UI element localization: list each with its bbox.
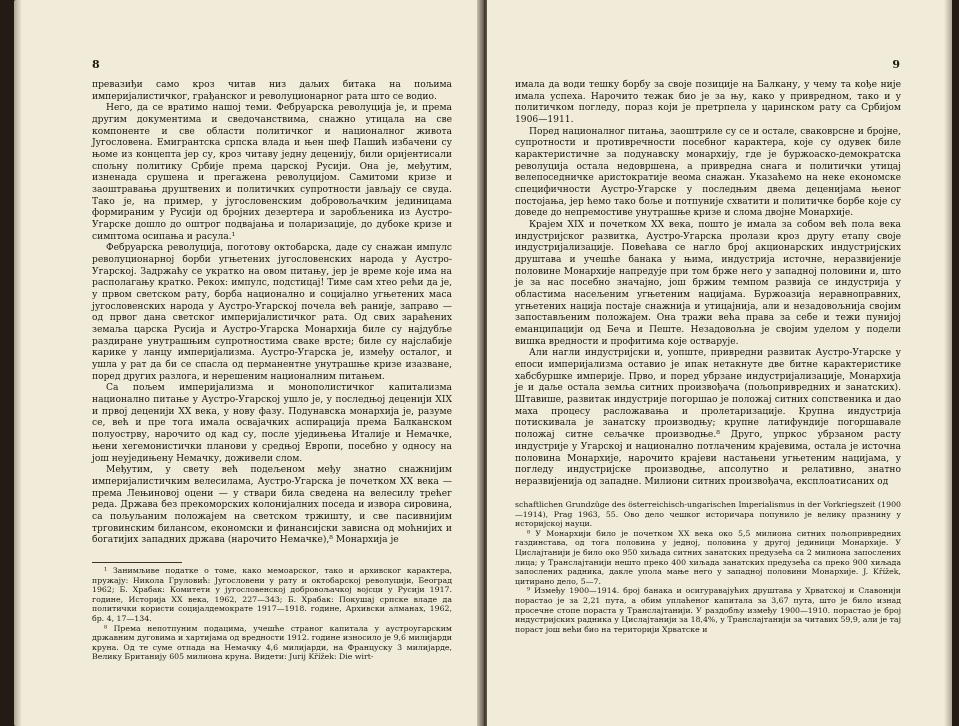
page-edge-shadow: [944, 0, 952, 726]
paragraph: Међутим, у свету већ подељеном међу знатно снажнијим империјалистичким велесилама, Аустро-Угарска је почетком XX века — према Лењиновој оцени — у ствари била сведена на велесилу трећег реда. Држава без прекоморских колонијалних поседа и извора сировина, са пољуљаним положајем на светском тржишту, и све пасивнијим трговинским билансом, економски и финансијски зависна од моћнијих и богатијих западних држава (нарочито Немачке),⁸ Монархија је: [92, 465, 452, 546]
footnote: ¹ Занимљиве податке о томе, како мемоарског, тако и архивског карактера, пружају: Никола Груловић: Југословени у рату и октобарској револуцији, Београд 1962; Б. Храбак: Комитети у југословенској добровољачкој војсци у Русији 1917. године, Историја XX века, 1962, 227—343; Б. Храбак: Покушај српске владе да политички користи социјалдемократе 1917—1918. године, Архивски алманах, 1962, бр. 4, 17—134.: [92, 566, 452, 623]
page-number: 8: [92, 58, 100, 71]
page-edge-shadow: [14, 0, 22, 726]
right-page: [487, 0, 952, 726]
footnote: ⁹ Између 1900—1914. број банака и осигуравајућих друштава у Хрватској и Славонији порастао је за 2,21 пута, а обим уплаћеног капитала за 3,67 пута, што је било изнад просечне стопе пораста у Транслајтанији. У раздобљу између 1900—1910. порастао је број индустријских радника у Цислајтанији за 18,4%, у Транслајтанији за читавих 59,9, али је тај пораст још већи био на територији Хрватске и: [515, 586, 901, 634]
body-text: [92, 80, 452, 547]
page-number: 9: [892, 58, 900, 71]
footnote-rule: [92, 562, 182, 563]
footnotes: [92, 566, 452, 662]
paragraph: Крајем XIX и почетком XX века, пошто је имала за собом већ пола века индустријског развитка, Аустро-Угарска пролази кроз другу етапу своје индустријализације. Повећава се нагло број акционарских индустријских друштава и учешће банака у њима, индустрија источне, неразвијеније половине Монархије напредује при том брже него у западној половини и, што је за нас посебно значајно, још бржим темпом развија се индустрија у областима насељеним угњетеним нацијама. Буржоазија неравноправних, угњетених нација постаје снажнија и утицајнија, али и незадовољнија својим запостављеним положајем. Она тражи већа права за себе и тежи пунијој еманципацији од Беча и Пеште. Незадовољна је својим уделом у подели вишка вредности и профитима које остварује.: [515, 220, 901, 347]
footnote: ⁸ Према непотпуним подацима, учешће страног капитала у аустроугарским државним дуговима и хартијама од вредности 1912. године износило је 9,6 милијарди круна. Од те суме отпада на Немачку 4,6 милијарди, на Француску 3 милијарде, Велику Британију 605 милиона круна. Видети: Jurij Křížek: Die wirt-: [92, 623, 452, 662]
body-text: [515, 80, 901, 489]
paragraph: Него, да се вратимо нашој теми. Фебруарска револуција је, и према другим документима и сведочанствима, снажно утицала на све компоненте и све области политичког и националног живота Југословена. Емигрантска српска влада и њен шеф Пашић избачени су њоме из концепта јер су, кроз читаву једну деценију, били оријентисали спољну политику Србије према царској Русији. Она је, међутим, изненада срушена и прегажена револуцијом. Самитоми кризе и заоштравања друштвених и политичких супротности јављају се свуда. Тако је, на пример, у југословенским добровољачким јединицама формираним у Русији од бројних дезертера и заробљеника из Аустро-Угарске дошло до оштрог подвајања и поларизације, до дубоке кризе и симптома осипања и расула.¹: [92, 103, 452, 242]
paragraph: имала да води тешку борбу за своје позиције на Балкану, у чему та кође није имала успеха. Нарочито тежак био је за њу, како у привредном, тако и у политичком погледу, пораз који је претрпела у царинском рату са Србијом 1906—1911.: [515, 80, 901, 126]
paragraph: Фебруарска револуција, поготову октобарска, даде су снажан импулс револуционарној борби угњетених југословенских народа у Аустро-Угарској. Задржаћу се укратко на овом питању, јер је време које има на располагању кратко. Рекох: импулс, подстицај! Тиме сам хтео рећи да је, у првом светском рату, борба национално и социјално угњетених маса југословенских народа у Аустро-Угарској почела већ раније, заправо — од првог дана светског империјалистичког рата. Од свих зараћених земаља царска Русија и Аустро-Угарска Монархија биле су најдубље раздиране унутрашњим супротностима сваке врсте; биле су најслабије карике у ланцу империјализма. Аустро-Угарска је, између осталог, и ушла у рат да би се спасла од перманентне унутрашње кризе изазване, поред других разлога, и нерешеним националним питањем.: [92, 243, 452, 382]
paragraph: Поред националног питања, заоштриле су се и остале, сваковрсне и бројне, супротности и противречности посебног карактера, које су одувек биле карактеристичне за подунавску монархију, где је буржоаско-демократска револуција остала недовршена, а привредна снага и политички утицај велепоседничке аристократије веома снажан. Указаћемо на неке економске специфичности Аустро-Угарске у последњим двема деценијама њеног постојања, јер ћемо тако боље и потпуније схватити и политичке борбе које су доведе до непремостиве унутрашње кризе и слома двојне Монархије.: [515, 126, 901, 219]
left-page: [14, 0, 479, 726]
paragraph: Али нагли индустријски и, уопште, привредни развитак Аустро-Угарске у епоси империјализма оставио је ипак нетакнуте две битне карактеристике хабсбуршке империје. Прво, и поред убрзане индустријализације, Монархија је и даље остала земља ситних произвођача (пољопривредних и занатских). Штавише, развитак индустрије погоршао је положај ситних сопственика и дао маха процесу расложавања и пролетаризације. Крупна индустрија потискивала је занатску производњу; крупне латифундије погоршавале положај ситне сељачке производње.⁸ Друго, упркос убрзаном расту индустрије у Угарској и национално потлаченим крајевима, остала је источна половина Монархије, нарочито крајеви настањени угњетеним нацијама, у погледу индустријске производње, апсолутно и релативно, знатно неразвијенија од западне. Милиони ситних произвођача, експлоатисаних од: [515, 348, 901, 487]
footnote: ⁸ У Монархији било је почетком XX века око 5,5 милиона ситних пољопривредних газдинстава, од тога половина у једној, половина у другој јединици Монархије. У Цислајтанији је било око 950 хиљада ситних занатских предузећа са 2 милиона запослених лица; у Транслајтанији нешто преко 400 хиљада занатских предузећа са преко 900 хиљада запослених радника, дакле упола мање него у западној половини Монархије. J. Křížek, цитирано дело, 5—7.: [515, 528, 901, 586]
footnotes: [515, 500, 901, 634]
paragraph: превазиђи само кроз читав низ даљих битака на пољима империјалистичког, грађанског и револуционарног рата што се водио.: [92, 80, 452, 102]
footnote: schaftlichen Grundzüge des österreichisch-ungarischen Imperialismus in der Vorkriegszeit (1900—1914), Prag 1963, 55. Ово дело чешког историчара попунило је велику празнину у историјској науци.: [515, 500, 901, 529]
paragraph: Са пољем империјализма и монополистичког капитализма национално питање у Аустро-Угарској ушло је, у последњој деценији XIX и првој деценији XX века, у нову фазу. Подунавска монархија је, разуме се, већ и пре тога имала освајачких аспирација према Балканском полуострву, нарочито од кад су, после уједињења Италије и Немачке, њени хегемонистички планови у средњој Европи, посебно у односу на још неуједињену Немачку, доживели слом.: [92, 383, 452, 464]
